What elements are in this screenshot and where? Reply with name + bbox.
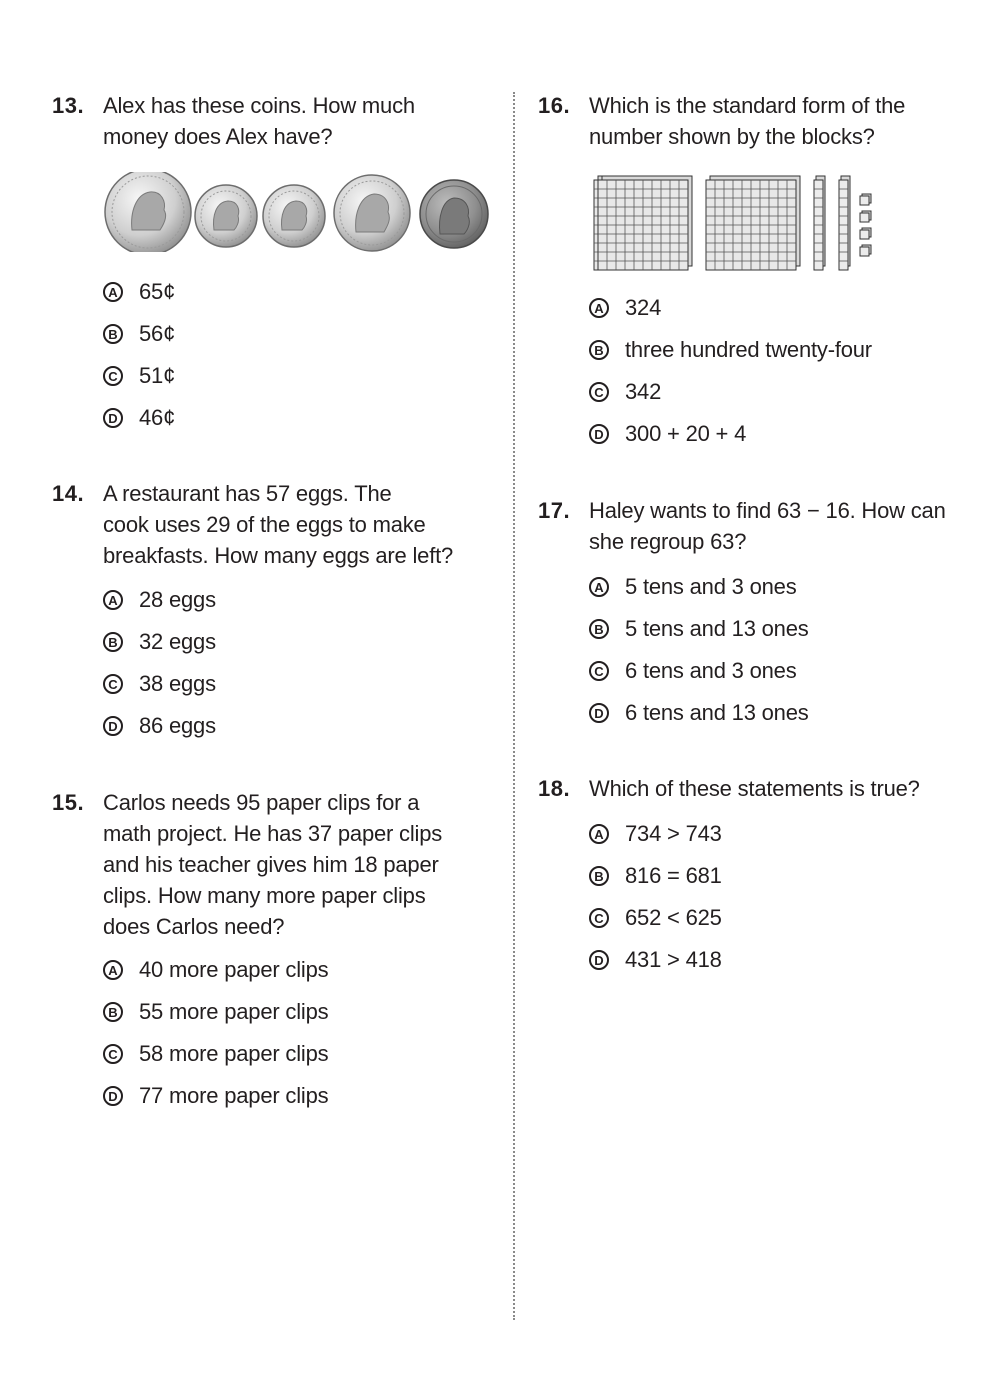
choice-text: 51¢ bbox=[139, 363, 176, 388]
choice-text: 56¢ bbox=[139, 321, 176, 346]
question-text: Alex has these coins. How much money does Alex have? bbox=[103, 93, 415, 149]
choice-b[interactable] bbox=[589, 608, 809, 650]
choice-c[interactable] bbox=[589, 371, 872, 413]
answer-choices bbox=[589, 287, 872, 455]
quarter-coin-icon bbox=[105, 172, 191, 252]
choice-c[interactable] bbox=[589, 897, 722, 939]
question-number: 14. bbox=[52, 481, 85, 506]
choice-d[interactable] bbox=[589, 413, 872, 455]
choice-a[interactable] bbox=[589, 813, 722, 855]
ones-cube-icon bbox=[860, 245, 871, 256]
choice-text: 816 = 681 bbox=[625, 863, 722, 888]
question-text: Carlos needs 95 paper clips for a math project. He has 37 paper clips and his teacher gives him 18 paper clips. How many more paper clips does Carlos need? bbox=[103, 790, 443, 939]
choice-c[interactable] bbox=[103, 355, 175, 397]
choice-bubble[interactable]: C bbox=[589, 908, 609, 928]
choice-text: 40 more paper clips bbox=[139, 957, 329, 982]
choice-c[interactable] bbox=[589, 650, 809, 692]
nickel-coin-icon bbox=[334, 175, 410, 251]
choice-text: 86 eggs bbox=[139, 713, 216, 738]
choice-a[interactable] bbox=[103, 949, 328, 991]
choice-bubble[interactable]: C bbox=[103, 366, 123, 386]
ones-cube-icon bbox=[860, 211, 871, 222]
question-text: Which of these statements is true? bbox=[589, 776, 920, 801]
choice-a[interactable] bbox=[589, 287, 872, 329]
choice-d[interactable] bbox=[589, 692, 809, 734]
choice-text: 431 > 418 bbox=[625, 947, 722, 972]
choice-text: 6 tens and 13 ones bbox=[625, 700, 809, 725]
choice-c[interactable] bbox=[103, 1033, 328, 1075]
answer-choices bbox=[589, 566, 809, 734]
question-number: 16. bbox=[538, 93, 571, 118]
ones-cube-icon bbox=[860, 194, 871, 205]
choice-bubble[interactable]: A bbox=[589, 577, 609, 597]
ones-cube-icon bbox=[860, 228, 871, 239]
choice-a[interactable] bbox=[103, 579, 216, 621]
choice-bubble[interactable]: B bbox=[589, 866, 609, 886]
coins-figure bbox=[102, 172, 492, 252]
choice-text: 5 tens and 3 ones bbox=[625, 574, 797, 599]
choice-bubble[interactable]: A bbox=[103, 590, 123, 610]
column-divider bbox=[513, 92, 515, 1320]
choice-b[interactable] bbox=[589, 855, 722, 897]
choice-a[interactable] bbox=[103, 271, 175, 313]
base-ten-blocks-figure bbox=[592, 174, 872, 274]
choice-text: 58 more paper clips bbox=[139, 1041, 329, 1066]
dime-coin-icon bbox=[263, 185, 325, 247]
choice-b[interactable] bbox=[103, 991, 328, 1033]
question-number: 17. bbox=[538, 498, 571, 523]
tens-rod-icon bbox=[839, 176, 850, 270]
question-number: 13. bbox=[52, 93, 85, 118]
choice-bubble[interactable]: B bbox=[589, 619, 609, 639]
choice-bubble[interactable]: C bbox=[103, 674, 123, 694]
choice-text: three hundred twenty-four bbox=[625, 337, 872, 362]
choice-bubble[interactable]: C bbox=[103, 1044, 123, 1064]
choice-bubble[interactable]: D bbox=[103, 1086, 123, 1106]
choice-b[interactable] bbox=[589, 329, 872, 371]
answer-choices bbox=[589, 813, 722, 981]
choice-text: 734 > 743 bbox=[625, 821, 722, 846]
choice-text: 65¢ bbox=[139, 279, 176, 304]
choice-bubble[interactable]: D bbox=[103, 408, 123, 428]
choice-bubble[interactable]: D bbox=[103, 716, 123, 736]
hundreds-block-icon bbox=[706, 176, 800, 270]
choice-d[interactable] bbox=[103, 397, 175, 439]
choice-text: 55 more paper clips bbox=[139, 999, 329, 1024]
choice-d[interactable] bbox=[589, 939, 722, 981]
choice-text: 324 bbox=[625, 295, 662, 320]
question-text: A restaurant has 57 eggs. The cook uses 29 of the eggs to make breakfasts. How many eggs are left? bbox=[103, 481, 454, 568]
choice-text: 46¢ bbox=[139, 405, 176, 430]
answer-choices bbox=[103, 579, 216, 747]
choice-bubble[interactable]: B bbox=[589, 340, 609, 360]
choice-bubble[interactable]: A bbox=[103, 960, 123, 980]
choice-text: 38 eggs bbox=[139, 671, 216, 696]
answer-choices bbox=[103, 949, 328, 1117]
choice-text: 28 eggs bbox=[139, 587, 216, 612]
choice-text: 6 tens and 3 ones bbox=[625, 658, 797, 683]
choice-a[interactable] bbox=[589, 566, 809, 608]
penny-coin-icon bbox=[420, 180, 488, 248]
choice-d[interactable] bbox=[103, 1075, 328, 1117]
choice-bubble[interactable]: D bbox=[589, 950, 609, 970]
choice-bubble[interactable]: C bbox=[589, 661, 609, 681]
choice-bubble[interactable]: B bbox=[103, 1002, 123, 1022]
dime-coin-icon bbox=[195, 185, 257, 247]
choice-c[interactable] bbox=[103, 663, 216, 705]
question-number: 15. bbox=[52, 790, 85, 815]
choice-bubble[interactable]: B bbox=[103, 632, 123, 652]
tens-rod-icon bbox=[814, 176, 825, 270]
choice-bubble[interactable]: A bbox=[103, 282, 123, 302]
question-text: Which is the standard form of the number shown by the blocks? bbox=[589, 93, 906, 149]
choice-text: 652 < 625 bbox=[625, 905, 722, 930]
choice-text: 77 more paper clips bbox=[139, 1083, 329, 1108]
answer-choices bbox=[103, 271, 175, 439]
question-text: Haley wants to find 63 − 16. How can she regroup 63? bbox=[589, 498, 946, 554]
choice-d[interactable] bbox=[103, 705, 216, 747]
choice-b[interactable] bbox=[103, 621, 216, 663]
choice-text: 32 eggs bbox=[139, 629, 216, 654]
choice-text: 5 tens and 13 ones bbox=[625, 616, 809, 641]
choice-bubble[interactable]: D bbox=[589, 703, 609, 723]
choice-bubble[interactable]: C bbox=[589, 382, 609, 402]
question-number: 18. bbox=[538, 776, 571, 801]
choice-bubble[interactable]: D bbox=[589, 424, 609, 444]
choice-text: 342 bbox=[625, 379, 662, 404]
choice-bubble[interactable]: B bbox=[103, 324, 123, 344]
hundreds-block-icon bbox=[598, 176, 692, 270]
choice-bubble[interactable]: A bbox=[589, 298, 609, 318]
choice-bubble[interactable]: A bbox=[589, 824, 609, 844]
choice-b[interactable] bbox=[103, 313, 175, 355]
choice-text: 300 + 20 + 4 bbox=[625, 421, 747, 446]
